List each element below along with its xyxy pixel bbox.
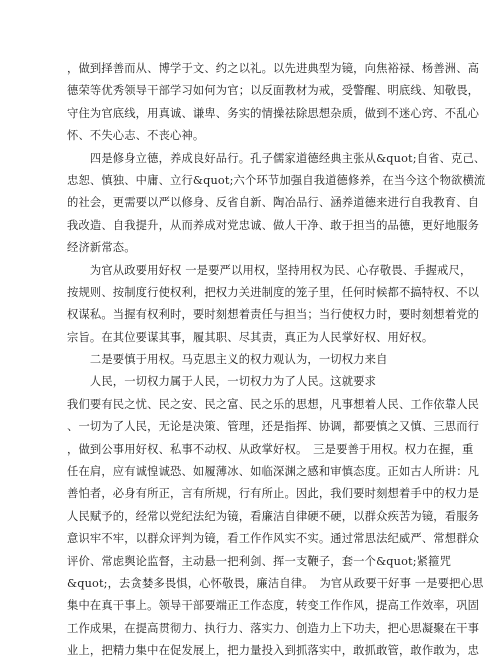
text-line: 善怕者，必身有所正，言有所规，行有所止。因此，我们要时刻想着手中的权力是 — [67, 487, 480, 501]
text-line: 评价、常虑舆论监督，主动悬一把利剑、挥一支鞭子，套一个&quot;紧箍咒 — [67, 554, 452, 568]
text-line: 我们要有民之忧、民之安、民之富、民之乐的思想，凡事想着人民、工作依靠人民 — [67, 397, 480, 411]
text-line: 人民赋予的，经常以党纪法纪为镜，看廉洁自律硬不硬，以群众疾苦为镜，看服务 — [67, 509, 480, 523]
text-line: 任在肩，应有诚惶诚恐、如履薄冰、如临深渊之感和审慎态度。正如古人所讲：凡 — [67, 465, 480, 479]
text-line: 守住为官底线，用真诚、谦卑、务实的情操祛除思想杂质，做到不迷心窍、不乱心 — [67, 106, 480, 120]
text-line: 我改造、自我提升，从而养成对党忠诚、做人干净、敢于担当的品德，更好地服务 — [67, 218, 480, 232]
text-line: 意识牢不牢，以群众评判为镜，看工作作风实不实。通过常思法纪威严、常想群众 — [67, 532, 480, 546]
text-line: 四是修身立德，养成良好品行。孔子儒家道德经典主张从&quot;自省、克己、 — [67, 151, 486, 165]
text-line: 为官从政要用好权 一是要严以用权，坚持用权为民、心存敬畏、手握戒尺， — [67, 263, 472, 277]
text-line: 忠恕、慎独、中庸、立行&quot;六个环节加强自我道德修养，在当今这个物欲横流 — [67, 173, 486, 187]
text-line: 德荣等优秀领导干部学习如何为官；以反面教材为戒，受警醒、明底线、知敬畏， — [67, 84, 480, 98]
text-line: 工作成果，在提高贯彻力、执行力、落实力、创造力上下功夫，把心思凝聚在干事 — [67, 621, 480, 635]
text-line: ，做到公事用好权、私事不动权、从政掌好权。 三是要善于用权。权力在握，重 — [67, 442, 474, 456]
document-body — [67, 58, 486, 663]
text-line: 、一切为了人民，无论是决策、管理，还是指挥、协调，都要慎之又慎、三思而行 — [67, 420, 480, 434]
text-line: 经济新常态。 — [67, 241, 136, 255]
text-line: 人民，一切权力属于人民，一切权力为了人民。这就要求 — [67, 375, 377, 389]
text-line: 宗旨。在其位要谋其事，履其职、尽其责，真正为人民掌好权、用好权。 — [67, 330, 434, 344]
text-line: &quot;，去贪婪多畏惧，心怀敬畏，廉洁自律。 为官从政要干好事 一是要把心思 — [67, 576, 484, 590]
text-line: 的社会，更需要以严以修身、反省自新、陶冶品行、涵养道德来进行自我教育、自 — [67, 196, 480, 210]
text-line: 业上，把精力集中在促发展上，把力量投入到抓落实中，敢抓敢管，敢作敢为，忠 — [67, 644, 480, 658]
text-line: 权谋私。当握有权利时，要时刻想着责任与担当；当行使权力时，要时刻想着党的 — [67, 308, 480, 322]
text-line: 二是要慎于用权。马克思主义的权力观认为，一切权力来自 — [67, 353, 388, 367]
text-line: ，做到择善而从、博学于文、约之以礼。以先进典型为镜，向焦裕禄、杨善洲、高 — [67, 62, 480, 75]
text-line: 按规则、按制度行使权利，把权力关进制度的笼子里，任何时候都不搞特权、不以 — [67, 285, 480, 299]
text-line: 怀、不失心志、不丧心神。 — [67, 129, 205, 143]
text-line: 集中在真干事上。领导干部要端正工作态度，转变工作作风，提高工作效率，巩固 — [67, 599, 480, 613]
